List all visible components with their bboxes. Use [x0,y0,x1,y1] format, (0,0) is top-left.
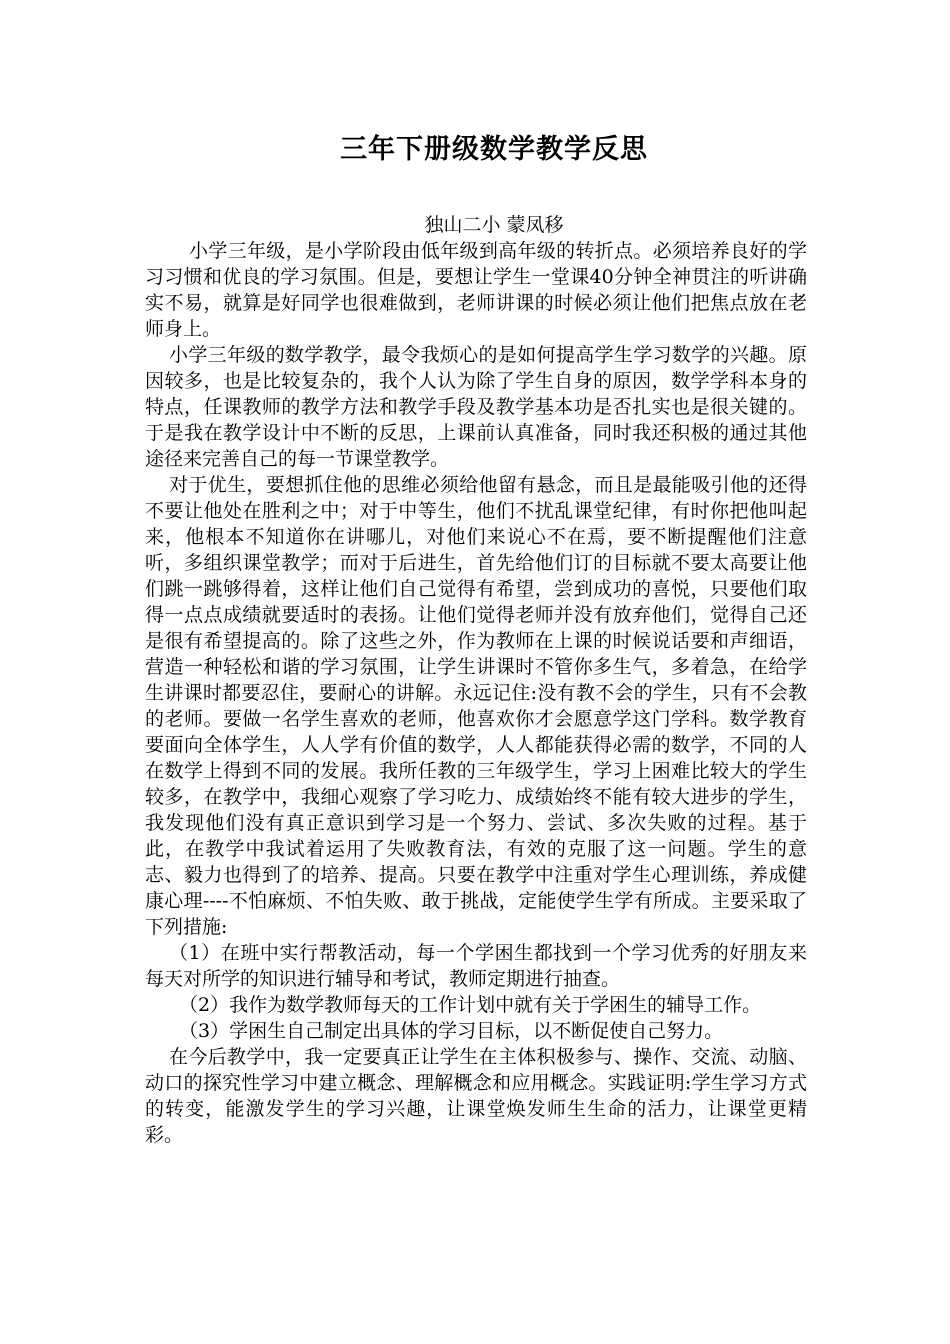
paragraph-2: 小学三年级的数学教学，最令我烦心的是如何提高学生学习数学的兴趣。原因较多，也是比较复杂的，我个人认为除了学生自身的原因，数学学科本身的特点，任课教师的教学方法和教学手段及教学基本功是否扎实也是很关键的。于是我在教学设计中不断的反思，上课前认真准备，同时我还积极的通过其他途径来完善自己的每一节课堂教学。 [145,344,807,470]
paragraph-conclusion: 在今后教学中，我一定要真正让学生在主体积极参与、操作、交流、动脑、动口的探究性学习中建立概念、理解概念和应用概念。实践证明:学生学习方式的转变，能激发学生的学习兴趣，让课堂焕发师生生命的活力，让课堂更精彩。 [145,1046,807,1146]
author-line: 独山二小 蒙凤移 [424,214,564,236]
document-page [145,128,807,1148]
paragraph-1: 小学三年级，是小学阶段由低年级到高年级的转折点。必须培养良好的学习习惯和优良的学习氛围。但是，要想让学生一堂课40分钟全神贯注的听讲确实不易，就算是好同学也很难做到，老师讲课的时候必须让他们把焦点放在老师身上。 [145,240,807,340]
paragraph-3: 对于优生，要想抓住他的思维必须给他留有悬念，而且是最能吸引他的还得不要让他处在胜利之中；对于中等生，他们不扰乱课堂纪律，有时你把他叫起来，他根本不知道你在讲哪儿，对他们来说心不在焉，要不断提醒他们注意听，多组织课堂教学；而对于后进生，首先给他们订的目标就不要太高要让他们跳一跳够得着，这样让他们自己觉得有希望，尝到成功的喜悦，只要他们取得一点点成绩就要适时的表扬。让他们觉得老师并没有放弃他们，觉得自己还是很有希望提高的。除了这些之外，作为教师在上课的时候说话要和声细语，营造一种轻松和谐的学习氛围，让学生讲课时不管你多生气，多着急，在给学生讲课时都要忍住，要耐心的讲解。永远记住:没有教不会的学生，只有不会教的老师。要做一名学生喜欢的老师，他喜欢你才会愿意学这门学科。数学教育要面向全体学生，人人学有价值的数学，人人都能获得必需的数学，不同的人在数学上得到不同的发展。我所任教的三年级学生，学习上困难比较大的学生较多，在教学中，我细心观察了学习吃力、成绩始终不能有较大进步的学生，我发现他们没有真正意识到学习是一个努力、尝试、多次失败的过程。基于此，在教学中我试着运用了失败教育法，有效的克服了这一问题。学生的意志、毅力也得到了的培养、提高。只要在教学中注重对学生心理训练，养成健康心理----不怕麻烦、不怕失败、敢于挑战，定能使学生学有所成。主要采取了下列措施: [145,474,807,938]
measure-item-1: （1）在班中实行帮教活动，每一个学困生都找到一个学习优秀的好朋友来每天对所学的知识进行辅导和考试，教师定期进行抽查。 [145,942,807,990]
measure-item-2: （2）我作为数学教师每天的工作计划中就有关于学困生的辅导工作。 [179,994,762,1016]
document-title: 三年下册级数学教学反思 [340,134,648,165]
measure-item-3: （3）学困生自己制定出具体的学习目标，以不断促使自己努力。 [179,1020,724,1042]
